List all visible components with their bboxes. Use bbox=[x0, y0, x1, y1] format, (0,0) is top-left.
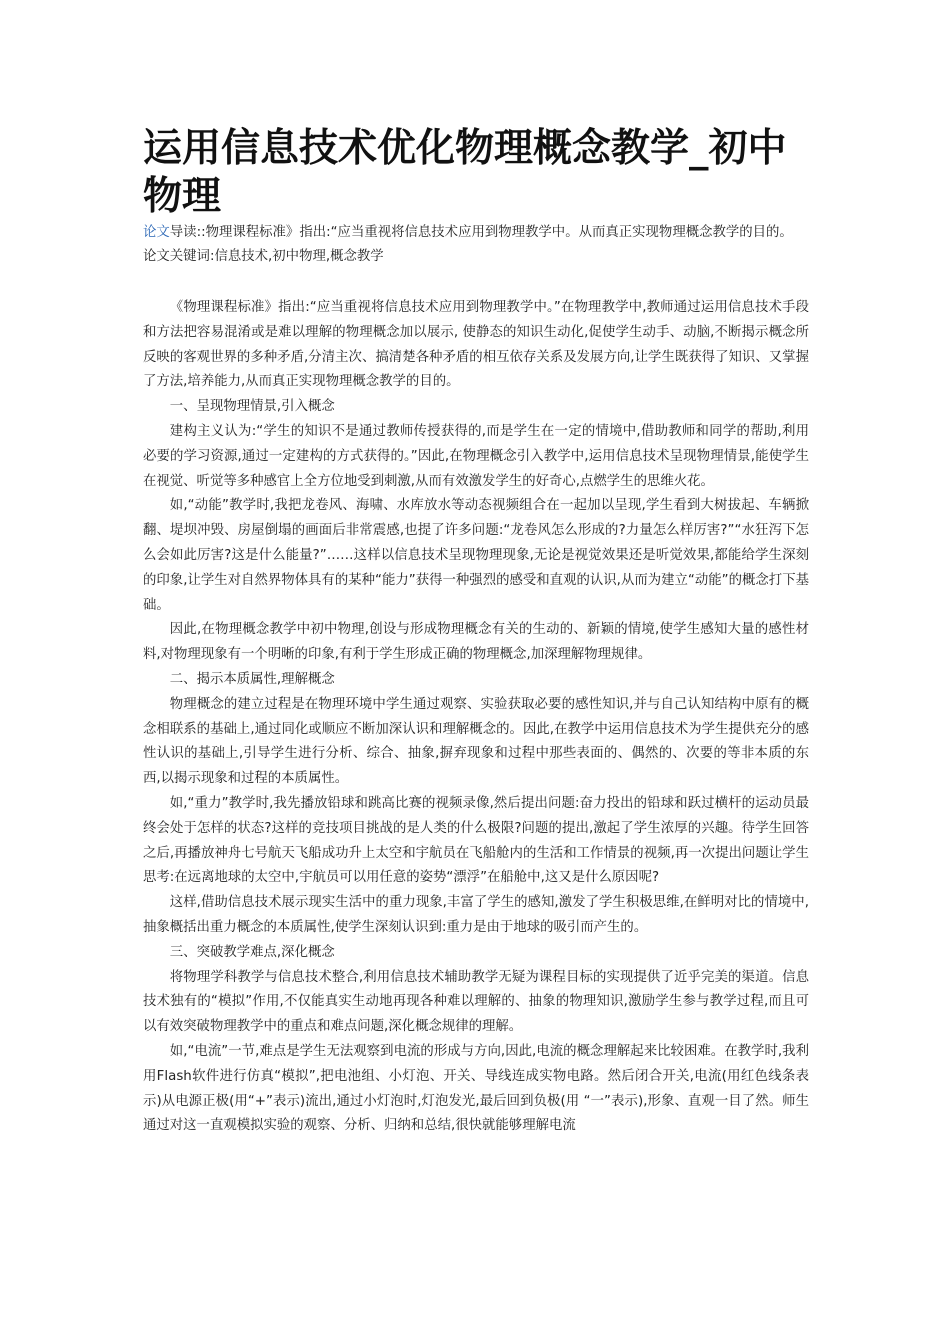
article-body bbox=[143, 296, 809, 1139]
body-paragraph: 因此,在物理概念教学中初中物理,创设与形成物理概念有关的生动的、新颖的情境,使学生感知大量的感性材料,对物理现象有一个明晰的印象,有利于学生形成正确的物理概念,加深理解物理规律。 bbox=[143, 622, 809, 663]
body-paragraph: 建构主义认为:“学生的知识不是通过教师传授获得的,而是学生在一定的情境中,借助教师和同学的帮助,利用必要的学习资源,通过一定建构的方式获得的。”因此,在物理概念引入教学中,运用信息技术呈现物理情景,能使学生在视觉、听觉等多种感官上全方位地受到刺激,从而有效激发学生的好奇心,点燃学生的思维火花。 bbox=[143, 423, 809, 489]
keywords-line: 论文关键词:信息技术,初中物理,概念教学 bbox=[143, 249, 384, 264]
body-paragraph: 物理概念的建立过程是在物理环境中学生通过观察、实验获取必要的感性知识,并与自己认知结构中原有的概念相联系的基础上,通过同化或顺应不断加深认识和理解概念的。因此,在教学中运用信息技术为学生提供充分的感性认识的基础上,引导学生进行分析、综合、抽象,摒弃现象和过程中那些表面的、偶然的、次要的等非本质的东西,以揭示现象和过程的本质属性。 bbox=[143, 696, 809, 787]
body-paragraph: 如,“动能”教学时,我把龙卷风、海啸、水库放水等动态视频组合在一起加以呈现,学生看到大树拔起、车辆掀翻、堤坝冲毁、房屋倒塌的画面后非常震感,也提了许多问题:“龙卷风怎么形成的?力量怎么样厉害?”“水狂泻下怎么会如此厉害?这是什么能量?”……这样以信息技术呈现物理现象,无论是视觉效果还是听觉效果,都能给学生深刻的印象,让学生对自然界物体具有的某种“能力”获得一种强烈的感受和直观的认识,从而为建立“动能”的概念打下基础。 bbox=[143, 498, 809, 613]
body-paragraph: 将物理学科教学与信息技术整合,利用信息技术辅助教学无疑为课程目标的实现提供了近乎完美的渠道。信息技术独有的“模拟”作用,不仅能真实生动地再现各种难以理解的、抽象的物理知识,激励学生参与教学过程,而且可以有效突破物理教学中的重点和难点问题,深化概念规律的理解。 bbox=[143, 969, 809, 1035]
document-title: 运用信息技术优化物理概念教学_初中物理 bbox=[143, 126, 787, 219]
body-paragraph: 《物理课程标准》指出:“应当重视将信息技术应用到物理教学中。”在物理教学中,教师通过运用信息技术手段和方法把容易混淆或是难以理解的物理概念加以展示, 使静态的知识生动化,促使学生动手、动脑,不断揭示概念所反映的客观世界的多种矛盾,分清主次、搞清楚各种矛盾的相互依存关系及发展方向,让学生既获得了知识、又掌握了方法,培养能力,从而真正实现物理概念教学的目的。 bbox=[143, 300, 809, 390]
section-heading: 三、突破教学难点,深化概念 bbox=[169, 944, 335, 960]
lead-text: ::物理课程标准》指出:“应当重视将信息技术应用到物理教学中。从而真正实现物理概念教学的目的。 bbox=[196, 225, 793, 240]
lead-line bbox=[143, 221, 809, 245]
spacer bbox=[143, 269, 809, 296]
paper-link[interactable]: 论文 bbox=[143, 225, 170, 240]
document-page bbox=[143, 125, 809, 1139]
body-paragraph: 这样,借助信息技术展示现实生活中的重力现象,丰富了学生的感知,激发了学生积极思维,在鲜明对比的情境中,抽象概括出重力概念的本质属性,使学生深刻认识到:重力是由于地球的吸引而产生的。 bbox=[143, 895, 809, 935]
section-heading: 一、呈现物理情景,引入概念 bbox=[169, 399, 335, 415]
body-paragraph: 如,“重力”教学时,我先播放铅球和跳高比赛的视频录像,然后提出问题:奋力投出的铅球和跃过横杆的运动员最终会处于怎样的状态?这样的竞技项目挑战的是人类的什么极限?问题的提出,激起了学生浓厚的兴趣。待学生回答之后,再播放神舟七号航天飞船成功升上太空和宇航员在飞船舱内的生活和工作情景的视频,再一次提出问题让学生思考:在远离地球的太空中,宇航员可以用任意的姿势“漂浮”在船舱中,这又是什么原因呢? bbox=[143, 795, 809, 886]
lead-label: 导读 bbox=[169, 225, 197, 240]
body-paragraph: 如,“电流”一节,难点是学生无法观察到电流的形成与方向,因此,电流的概念理解起来比较困难。在教学时,我利用Flash软件进行仿真“模拟”,把电池组、小灯泡、开关、导线连成实物电路。然后闭合开关,电流(用红色线条表示)从电源正极(用“+”表示)流出,通过小灯泡时,灯泡发光,最后回到负极(用 “一”表示),形象、直观一目了然。师生通过对这一直观模拟实验的观察、分析、归纳和总结,很快就能够理解电流 bbox=[143, 1043, 809, 1134]
section-heading: 二、揭示本质属性,理解概念 bbox=[169, 671, 335, 687]
